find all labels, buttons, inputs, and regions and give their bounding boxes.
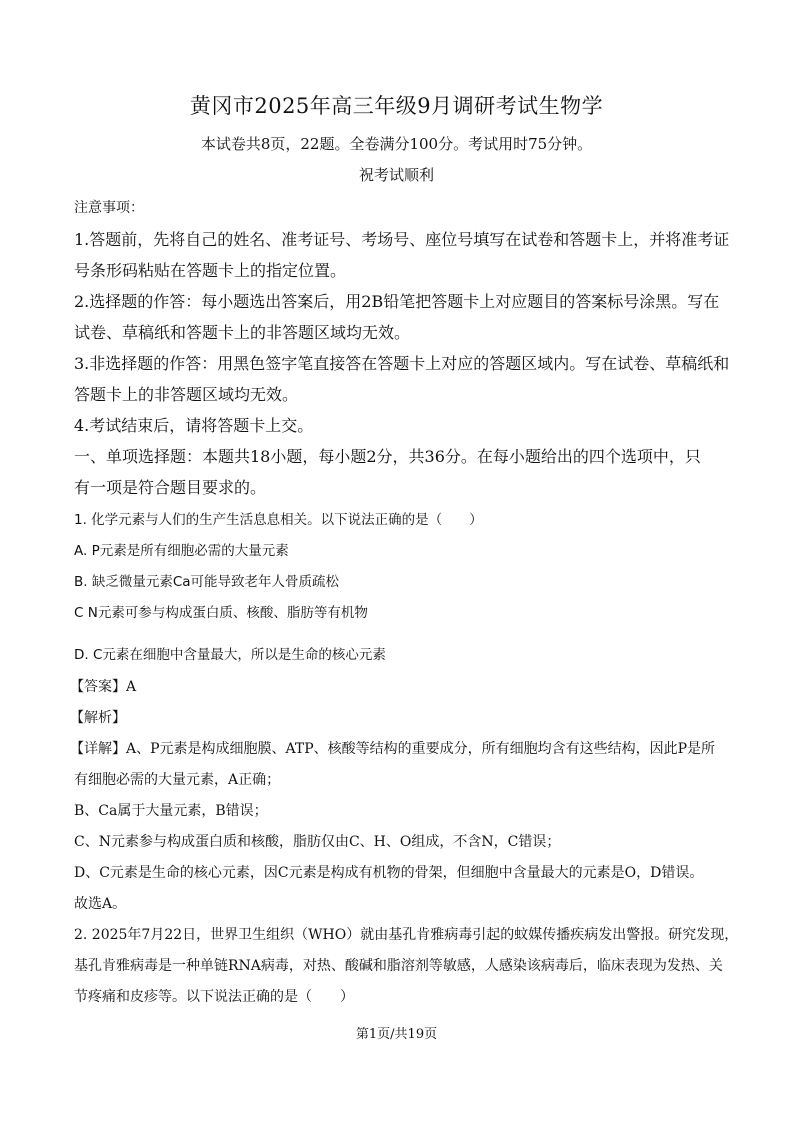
section-heading-cont: 有一项是符合题目要求的。 — [74, 478, 267, 497]
detail-line: B、Ca属于大量元素，B错误； — [74, 803, 268, 819]
question-1-stem: 1. 化学元素与人们的生产生活息息相关。以下说法正确的是（ ） — [74, 512, 483, 528]
notice-line: 3.非选择题的作答：用黑色签字笔直接答在答题卡上对应的答题区域内。写在试卷、草稿纸和 — [74, 354, 730, 373]
option-a: A. P元素是所有细胞必需的大量元素 — [74, 543, 289, 559]
exam-info: 本试卷共8页，22题。全卷满分100分。考试用时75分钟。 — [200, 135, 593, 153]
detail-line: 有细胞必需的大量元素，A正确； — [74, 772, 281, 788]
notice-line: 4.考试结束后，请将答题卡上交。 — [74, 416, 314, 435]
notice-line: 答题卡上的非答题区域均无效。 — [74, 385, 299, 404]
detail-line: C、N元素参与构成蛋白质和核酸，脂肪仅由C、H、O组成，不含N，C错误； — [74, 834, 561, 850]
question-2-stem: 基孔肯雅病毒是一种单链RNA病毒，对热、酸碱和脂溶剂等敏感，人感染该病毒后，临床表现为发热、关 — [74, 958, 723, 974]
question-2-stem: 节疼痛和皮疹等。以下说法正确的是（ ） — [74, 989, 354, 1005]
option-c: C N元素可参与构成蛋白质、核酸、脂肪等有机物 — [74, 605, 368, 621]
notice-heading: 注意事项： — [74, 200, 144, 216]
detail-line: 故选A。 — [74, 896, 127, 912]
detail-line: 【详解】A、P元素是构成细胞膜、ATP、核酸等结构的重要成分，所有细胞均含有这些结构，因此P是所 — [70, 741, 716, 757]
good-luck-text: 祝考试顺利 — [358, 166, 434, 184]
section-heading: 一、单项选择题：本题共18小题，每小题2分，共36分。在每小题给出的四个选项中，只 — [74, 447, 701, 466]
notice-line: 1.答题前，先将自己的姓名、准考证号、考场号、座位号填写在试卷和答题卡上，并将准考证 — [74, 230, 730, 249]
detail-line: D、C元素是生命的核心元素，因C元素是构成有机物的骨架，但细胞中含量最大的元素是O，D错误。 — [74, 865, 704, 881]
option-d: D. C元素在细胞中含量最大，所以是生命的核心元素 — [74, 647, 386, 663]
notice-line: 2.选择题的作答：每小题选出答案后，用2B铅笔把答题卡上对应题目的答案标号涂黑。写在 — [74, 292, 720, 311]
analysis-label: 【解析】 — [70, 710, 126, 726]
option-b: B. 缺乏微量元素Ca可能导致老年人骨质疏松 — [74, 574, 340, 590]
answer-label: 【答案】A — [70, 679, 137, 695]
question-2-stem: 2. 2025年7月22日，世界卫生组织（WHO）就由基孔肯雅病毒引起的蚊媒传播疾病发出警报。研究发现， — [74, 927, 739, 943]
page-title: 黄冈市2025年高三年级9月调研考试生物学 — [189, 94, 604, 118]
notice-line: 号条形码粘贴在答题卡上的指定位置。 — [74, 261, 347, 280]
page-number: 第1页/共19页 — [355, 1027, 438, 1042]
notice-line: 试卷、草稿纸和答题卡上的非答题区域均无效。 — [74, 323, 411, 342]
